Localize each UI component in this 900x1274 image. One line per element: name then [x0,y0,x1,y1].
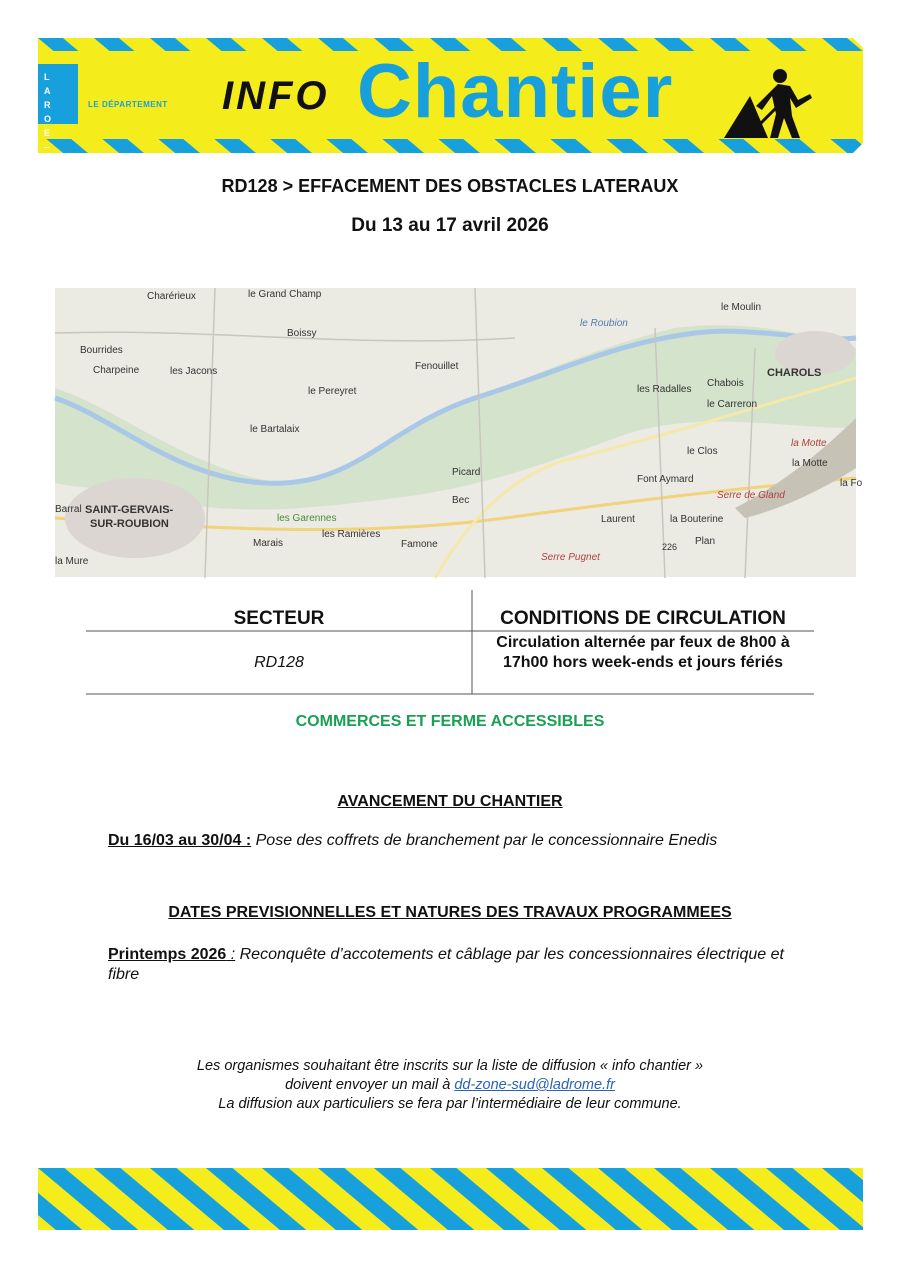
column-header-conditions: CONDITIONS DE CIRCULATION [500,608,786,629]
map-label: Chabois [707,378,744,389]
info-label: INFO [222,74,330,118]
sector-table [86,590,814,695]
road-worker-icon [720,66,812,140]
footer-line-2-prefix: doivent envoyer un mail à [285,1077,455,1093]
column-header-sector: SECTEUR [233,608,325,629]
planned-heading: DATES PREVISIONNELLES ET NATURES DES TRAVAUX PROGRAMMEES [168,904,732,921]
planned-paragraph [108,945,808,985]
map-label: la Mure [55,556,89,567]
department-logo-letters: L A R O E – [44,72,58,152]
map-label: le Carreron [707,399,758,410]
map-label: le Pereyret [308,386,357,397]
footer-line-2 [0,1076,900,1095]
footer-line-1: Les organismes souhaitant être inscrits sur la liste de diffusion « info chantier » [196,1058,704,1074]
stripe-band-graphic [38,1168,863,1230]
map-label: SUR-ROUBION [90,518,169,530]
map-label: Charpeine [93,365,140,376]
chantier-label: Chantier [357,49,674,134]
map-label: Bec [452,495,470,506]
map-label: le Moulin [721,302,762,313]
map-label: 226 [662,542,678,552]
planned-separator: : [226,946,236,963]
footer-note [0,1057,900,1114]
email-link[interactable]: dd-zone-sud@ladrome.fr [454,1077,615,1093]
map-label: Boissy [287,328,317,339]
date-range: Du 13 au 17 avril 2026 [351,215,549,236]
sector-cell: RD128 [254,654,304,671]
map-label: la Fo [840,478,863,489]
map-label: la Bouterine [670,514,724,525]
map-label: Charérieux [147,291,196,302]
map-label: CHAROLS [767,367,822,379]
planned-text: Reconquête d’accotements et câblage par les concessionnaires électrique et fibre [108,946,784,983]
map-label: Plan [695,536,716,547]
map-label: Fenouillet [415,361,459,372]
map-label: Marais [253,538,284,549]
map-label: SAINT-GERVAIS- [85,504,174,516]
map-label: le Bartalaix [250,424,300,435]
department-label: LE DÉPARTEMENT [88,100,168,109]
map-label: Font Aymard [637,474,694,485]
map-label: Barral [55,504,82,515]
planned-date: Printemps 2026 [108,946,227,963]
map-label: Bourrides [80,345,123,356]
progress-heading: AVANCEMENT DU CHANTIER [337,793,563,810]
map-label: les Jacons [170,366,218,377]
map-label: les Garennes [277,513,337,524]
map-graphic [55,288,856,577]
map-label: le Clos [687,446,718,457]
footer-line-3: La diffusion aux particuliers se fera par l’intermédiaire de leur commune. [218,1096,682,1112]
access-notice: COMMERCES ET FERME ACCESSIBLES [295,713,605,730]
map-label: Serre Pugnet [541,552,600,563]
map-label: Laurent [601,514,635,525]
progress-paragraph [108,831,808,851]
progress-date: Du 16/03 au 30/04 : [108,832,252,849]
conditions-cell: Circulation alternée par feux de 8h00 à 17h00 hors week-ends et jours fériés [496,634,790,671]
map-label: la Motte [791,438,827,449]
location-map [55,288,863,577]
map-label: les Radalles [637,384,692,395]
map-label: les Ramières [322,529,381,540]
progress-text: Pose des coffrets de branchement par le concessionnaire Enedis [251,832,718,849]
map-label: Famone [401,539,438,550]
page-title: RD128 > EFFACEMENT DES OBSTACLES LATERAUX [221,176,679,196]
map-label: le Grand Champ [248,289,322,300]
map-label: Serre de Gland [717,490,785,501]
bottom-stripe-band [38,1168,863,1230]
map-label: le Roubion [580,318,628,329]
map-label: la Motte [792,458,828,469]
map-label: Picard [452,467,481,478]
